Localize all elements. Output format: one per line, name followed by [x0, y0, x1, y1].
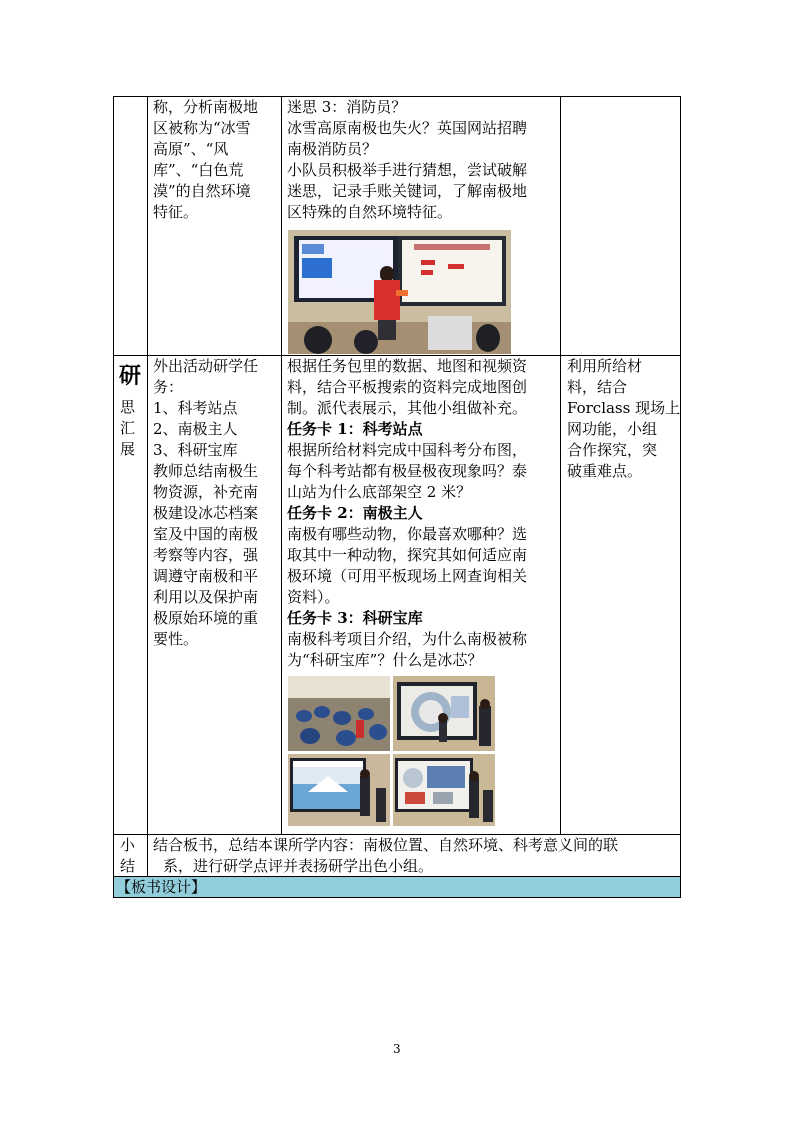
- task-card-3-line: 南极科考项目介绍，为什么南极被称: [287, 630, 528, 648]
- row2-col3-line: Forclass 现场上: [567, 399, 681, 417]
- summary-stage-char: 结: [120, 857, 136, 875]
- classroom-photo-group-work-image: [288, 676, 390, 751]
- row2-col3-line: 破重难点。: [567, 462, 643, 480]
- row1-col2-line: 南极消防员？: [287, 140, 378, 158]
- row2-col1-line: 教师总结南极生: [153, 462, 259, 480]
- task-card-2-line: 极环境（可用平板现场上网查询相关: [287, 567, 528, 585]
- task-card-1-title: 任务卡 1：科考站点: [287, 420, 423, 438]
- task-card-3-title: 任务卡 3：科研宝库: [287, 609, 423, 627]
- task-card-2-line: 南极有哪些动物，你最喜欢哪种？选: [287, 525, 528, 543]
- classroom-photo-globe-screen-image: [393, 676, 495, 751]
- row2-col1-line: 1、科考站点: [153, 399, 238, 417]
- stage-label-char: 思: [120, 398, 136, 416]
- task-card-1-line: 山站为什么底部架空 2 米？: [287, 483, 472, 501]
- task-card-1-line: 每个科考站都有极昼极夜现象吗？泰: [287, 462, 528, 480]
- row1-col1-line: 库”、“白色荒: [153, 161, 244, 179]
- classroom-photo-ice-core-screen-image: [393, 754, 495, 826]
- row2-col1-line: 外出活动研学任: [153, 357, 259, 375]
- classroom-photo-ice-core-screen: [393, 754, 495, 826]
- row2-intro-line: 制。派代表展示，其他小组做补充。: [287, 399, 528, 417]
- table-border-right: [680, 96, 681, 898]
- row1-col1-line: 称，分析南极地: [153, 98, 259, 116]
- row1-col1-line: 高原”、“风: [153, 140, 229, 158]
- row1-col2-line: 区特殊的自然环境特征。: [287, 203, 453, 221]
- row2-col3-line: 利用所给材: [567, 357, 643, 375]
- board-design-label: 【板书设计】: [116, 878, 207, 896]
- row2-col3-line: 网功能，小组: [567, 420, 658, 438]
- classroom-photo-teacher: [288, 230, 511, 354]
- summary-content-line: 系，进行研学点评并表扬研学出色小组。: [163, 857, 434, 875]
- row2-col1-line: 极原始环境的重: [153, 609, 259, 627]
- row1-col2-line: 小队员积极举手进行猜想，尝试破解: [287, 161, 528, 179]
- row2-col1-line: 室及中国的南极: [153, 525, 259, 543]
- row2-col1-line: 物资源，补充南: [153, 483, 259, 501]
- classroom-photo-iceberg-screen-image: [288, 754, 390, 826]
- row2-col1-line: 利用以及保护南: [153, 588, 259, 606]
- col-divider-1: [147, 96, 148, 877]
- row1-col1-line: 区被称为“冰雪: [153, 119, 251, 137]
- col-divider-2: [281, 96, 282, 835]
- task-card-1-line: 根据所给材料完成中国科考分布图，: [287, 441, 528, 459]
- row1-col2-line: 迷思，记录手账关键词，了解南极地: [287, 182, 528, 200]
- row2-intro-line: 料，结合平板搜索的资料完成地图创: [287, 378, 528, 396]
- task-card-2-title: 任务卡 2：南极主人: [287, 504, 423, 522]
- stage-label-char: 汇: [120, 419, 136, 437]
- table-border-left: [113, 96, 114, 898]
- row2-col3-line: 料，结合: [567, 378, 628, 396]
- col-divider-3: [560, 96, 561, 835]
- row1-col1-line: 特征。: [153, 203, 199, 221]
- classroom-photo-group-work: [288, 676, 390, 751]
- summary-content-line: 结合板书，总结本课所学内容：南极位置、自然环境、科考意义间的联: [153, 836, 619, 854]
- row2-col1-line: 调遵守南极和平: [153, 567, 259, 585]
- stage-label-char: 展: [120, 440, 136, 458]
- row2-col1-line: 2、南极主人: [153, 420, 238, 438]
- row2-col3-line: 合作探究，突: [567, 441, 658, 459]
- page-number: 3: [393, 1042, 401, 1056]
- summary-stage-char: 小: [120, 836, 136, 854]
- classroom-photo-globe-screen: [393, 676, 495, 751]
- classroom-photo-iceberg-screen: [288, 754, 390, 826]
- row2-col1-line: 考察等内容，强: [153, 546, 259, 564]
- row1-col2-line: 迷思 3：消防员？: [287, 98, 407, 116]
- classroom-photo-teacher-image: [288, 230, 511, 354]
- row2-col1-line: 务：: [153, 378, 184, 396]
- task-card-3-line: 为“科研宝库”？什么是冰芯？: [287, 651, 483, 669]
- row2-col1-line: 极建设冰芯档案: [153, 504, 259, 522]
- row2-col1-line: 3、科研宝库: [153, 441, 238, 459]
- row1-col1-line: 漠”的自然环境: [153, 182, 251, 200]
- stage-label-yan: 研: [119, 363, 142, 389]
- row2-col1-line: 要性。: [153, 630, 199, 648]
- task-card-2-line: 取其中一种动物，探究其如何适应南: [287, 546, 528, 564]
- table-border-bottom: [113, 897, 680, 898]
- task-card-2-line: 资料）。: [287, 588, 340, 606]
- row2-intro-line: 根据任务包里的数据、地图和视频资: [287, 357, 528, 375]
- row1-col2-line: 冰雪高原南极也失火？英国网站招聘: [287, 119, 528, 137]
